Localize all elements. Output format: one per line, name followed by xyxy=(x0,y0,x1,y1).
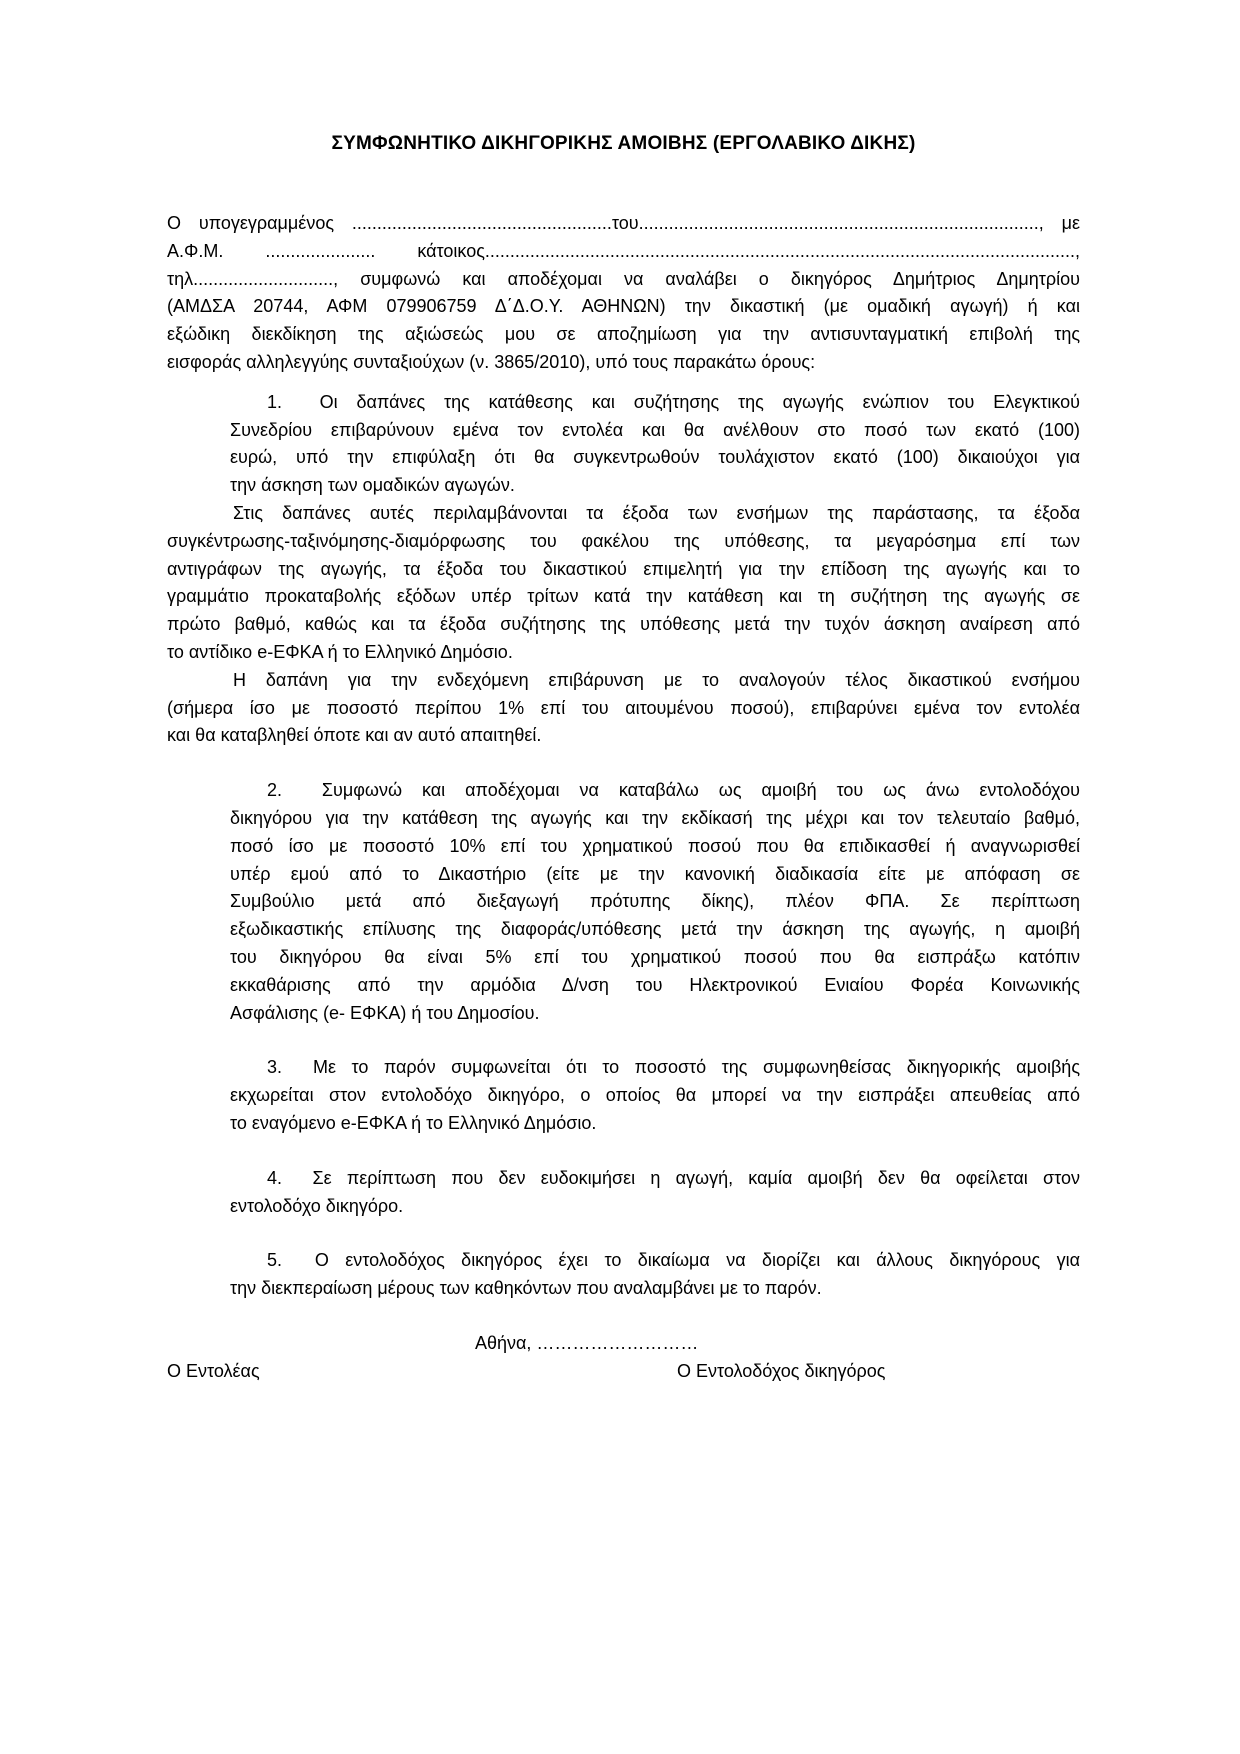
text-line: Συμβούλιο μετά από διεξαγωγή πρότυπης δίκης), πλέον ΦΠΑ. Σε περίπτωση xyxy=(230,891,1080,912)
text-line: αντιγράφων της αγωγής, τα έξοδα του δικαστικού επιμελητή για την επίδοση της αγωγής και το xyxy=(167,558,1080,579)
text-line: Συνεδρίου επιβαρύνουν εμένα τον εντολέα και θα ανέλθουν στο ποσό των εκατό (100) xyxy=(230,419,1080,440)
numbered-paragraph-5 xyxy=(230,1247,1080,1303)
text-line: Η δαπάνη για την ενδεχόμενη επιβάρυνση με το αναλογούν τέλος δικαστικού ενσήμου xyxy=(233,669,1080,690)
text-line: 5. Ο εντολοδόχος δικηγόρος έχει το δικαίωμα να διορίζει και άλλους δικηγόρους για xyxy=(267,1250,1080,1271)
text-line: πρώτο βαθμό, καθώς και τα έξοδα συζήτησης της υπόθεσης μετά την τυχόν άσκηση αναίρεση από xyxy=(167,614,1080,635)
text-line: και θα καταβληθεί όποτε και αν αυτό απαιτηθεί. xyxy=(167,725,542,746)
text-line: (σήμερα ίσο με ποσοστό περίπου 1% επί του αιτουμένου ποσού), επιβαρύνει εμένα τον εντολέα xyxy=(167,697,1080,718)
text-line: 3. Με το παρόν συμφωνείται ότι το ποσοστό της συμφωνηθείσας δικηγορικής αμοιβής xyxy=(267,1057,1080,1078)
text-line: Α.Φ.Μ. ...................... κάτοικος......................................................................................................................, xyxy=(167,240,1080,261)
signature-label-client: Ο Εντολέας xyxy=(167,1360,260,1381)
signature-label-attorney: Ο Εντολοδόχος δικηγόρος xyxy=(677,1360,886,1381)
text-line: Στις δαπάνες αυτές περιλαμβάνονται τα έξοδα των ενσήμων της παράστασης, τα έξοδα xyxy=(233,502,1080,523)
text-line: συγκέντρωσης-ταξινόμησης-διαμόρφωσης του φακέλου της υπόθεσης, τα μεγαρόσημα επί των xyxy=(167,530,1080,551)
numbered-paragraph-4 xyxy=(230,1165,1080,1221)
paragraph xyxy=(167,210,1080,377)
paragraphs xyxy=(167,210,1080,1303)
text-line: εξωδικαστικής επίλυσης της διαφοράς/υπόθεσης μετά την άσκηση της αγωγής, η αμοιβή xyxy=(230,919,1080,940)
text-line: την άσκηση των ομαδικών αγωγών. xyxy=(230,475,515,496)
document-content xyxy=(167,0,1080,1385)
paragraph xyxy=(167,667,1080,750)
text-line: Ο υπογεγραμμένος ....................................................του................................................................................, με xyxy=(167,213,1080,233)
text-line: εντολοδόχο δικηγόρο. xyxy=(230,1195,404,1216)
numbered-paragraph-3 xyxy=(230,1054,1080,1137)
text-line: (ΑΜΔΣΑ 20744, ΑΦΜ 079906759 Δ΄Δ.Ο.Υ. ΑΘΗΝΩΝ) την δικαστική (με ομαδική αγωγή) ή και xyxy=(167,296,1080,317)
text-line: υπέρ εμού από το Δικαστήριο (είτε με την κανονική διαδικασία είτε με απόφαση σε xyxy=(230,863,1080,884)
text-line: 2. Συμφωνώ και αποδέχομαι να καταβάλω ως αμοιβή του ως άνω εντολοδόχου xyxy=(267,780,1080,801)
text-line: 1. Οι δαπάνες της κατάθεσης και συζήτησης της αγωγής ενώπιον του Ελεγκτικού xyxy=(267,391,1080,412)
signature-row xyxy=(167,1358,1080,1386)
text-line: εισφοράς αλληλεγγύης συνταξιούχων (ν. 3865/2010), υπό τους παρακάτω όρους: xyxy=(167,351,816,372)
place-date-line: Αθήνα, ……………………… xyxy=(475,1332,699,1353)
text-line: ποσό ίσο με ποσοστό 10% επί του χρηματικού ποσού που θα επιδικασθεί ή αναγνωρισθεί xyxy=(230,835,1080,856)
text-line: του δικηγόρου θα είναι 5% επί του χρηματικού ποσού που θα εισπράξω κατόπιν xyxy=(230,946,1080,967)
paragraph xyxy=(167,500,1080,667)
text-line: ευρώ, υπό την επιφύλαξη ότι θα συγκεντρωθούν τουλάχιστον εκατό (100) δικαιούχοι για xyxy=(230,447,1080,468)
text-line: εκχωρείται στον εντολοδόχο δικηγόρο, ο οποίος θα μπορεί να την εισπράξει απευθείας από xyxy=(230,1085,1080,1106)
numbered-paragraph-2 xyxy=(230,777,1080,1027)
text-line: εξώδικη διεκδίκηση της αξιώσεώς μου σε αποζημίωση για την αντισυνταγματική επιβολή της xyxy=(167,324,1080,345)
text-line: γραμμάτιο προκαταβολής εξόδων υπέρ τρίτων κατά την κατάθεση και τη συζήτηση της αγωγής σε xyxy=(167,586,1080,607)
text-line: το αντίδικο e-ΕΦΚΑ ή το Ελληνικό Δημόσιο. xyxy=(167,641,513,662)
numbered-paragraph-1 xyxy=(230,389,1080,500)
text-line: την διεκπεραίωση μέρους των καθηκόντων που αναλαμβάνει με το παρόν. xyxy=(230,1278,822,1299)
closing-section xyxy=(167,1330,1080,1386)
text-line: Ασφάλισης (e- ΕΦΚΑ) ή του Δημοσίου. xyxy=(230,1002,540,1023)
text-line: εκκαθάρισης από την αρμόδια Δ/νση του Ηλεκτρονικού Ενιαίου Φορέα Κοινωνικής xyxy=(230,974,1080,995)
text-line: 4. Σε περίπτωση που δεν ευδοκιμήσει η αγωγή, καμία αμοιβή δεν θα οφείλεται στον xyxy=(267,1167,1080,1188)
document-title: ΣΥΜΦΩΝΗΤΙΚΟ ΔΙΚΗΓΟΡΙΚΗΣ ΑΜΟΙΒΗΣ (ΕΡΓΟΛΑΒΙΚΟ ΔΙΚΗΣ) xyxy=(331,133,916,154)
text-line: τηλ............................, συμφωνώ και αποδέχομαι να αναλάβει ο δικηγόρος Δημήτριος Δημητρίου xyxy=(167,268,1080,289)
text-line: το εναγόμενο e-ΕΦΚΑ ή το Ελληνικό Δημόσιο. xyxy=(230,1112,597,1133)
text-line: δικηγόρου για την κατάθεση της αγωγής και την εκδίκασή της μέχρι και τον τελευταίο βαθμό, xyxy=(230,807,1080,828)
